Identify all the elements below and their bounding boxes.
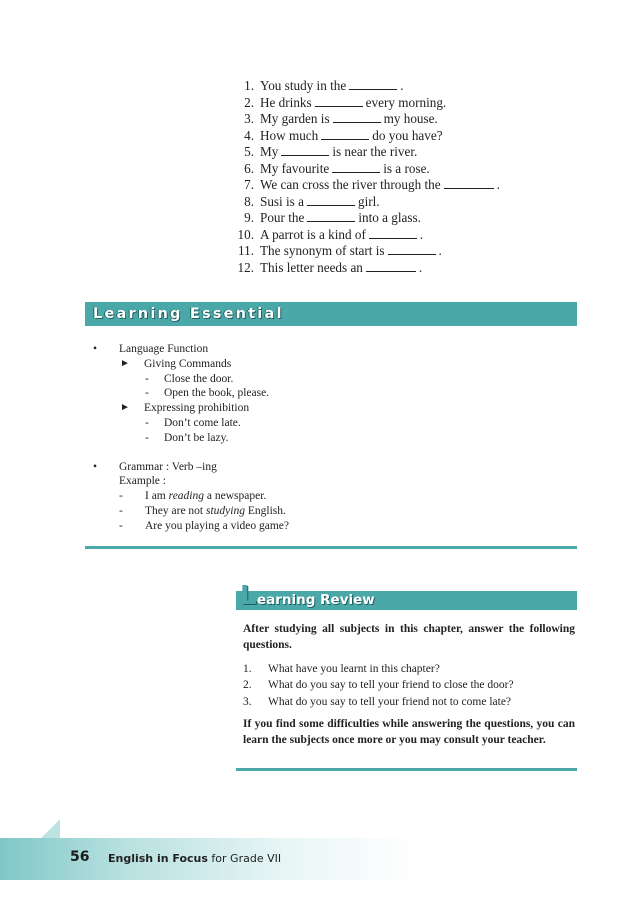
sentence-start: My xyxy=(260,144,279,159)
section-divider xyxy=(236,768,577,771)
prohibition-example: Don’t come late. xyxy=(164,416,241,429)
exercise-item xyxy=(230,243,570,260)
command-example: Open the book, please. xyxy=(164,387,270,400)
dash: - xyxy=(119,504,123,517)
bullet: • xyxy=(93,460,98,473)
review-question xyxy=(243,677,575,693)
sentence-end: . xyxy=(438,243,442,258)
exercise-item xyxy=(230,161,570,178)
sentence-start: Pour the xyxy=(260,210,305,225)
sentence-end: girl. xyxy=(357,193,380,209)
sentence-start: Susi is a xyxy=(260,193,304,209)
example-text: a newspaper. xyxy=(204,490,267,503)
item-number: 2. xyxy=(244,94,254,110)
question-number: 3. xyxy=(243,695,252,708)
review-intro: After studying all subjects in this chapter, answer the following questions. xyxy=(243,623,575,651)
question-text: What do you say to tell your friend to close the door? xyxy=(268,679,514,692)
sentence-start: My garden is xyxy=(260,111,330,126)
item-number: 8. xyxy=(244,193,254,209)
item-number: 12. xyxy=(237,259,254,275)
giving-commands-label: Giving Commands xyxy=(144,357,232,370)
example-verb: reading xyxy=(168,490,204,503)
arrow-bullet-icon: ► xyxy=(120,357,130,369)
item-number: 4. xyxy=(244,127,254,143)
dash: - xyxy=(145,387,149,400)
book-subtitle: for Grade VII xyxy=(207,852,282,865)
sentence-end: . xyxy=(418,259,423,275)
question-number: 1. xyxy=(243,663,252,675)
grammar-example xyxy=(145,504,286,519)
list-item xyxy=(93,431,563,446)
grammar-label: Grammar : Verb –ing xyxy=(119,460,217,473)
sentence-end: . xyxy=(400,78,404,93)
question-text: What do you say to tell your friend not to come late? xyxy=(268,695,512,708)
answer-blank xyxy=(333,112,381,123)
example-text: English. xyxy=(244,504,286,517)
sentence-start: How much xyxy=(260,127,319,143)
review-note: If you find some difficulties while answering the questions, you can learn the subjects once more or you may consult your teacher. xyxy=(243,717,575,746)
item-number: 9. xyxy=(244,210,254,225)
review-questions xyxy=(243,661,575,710)
exercise-item xyxy=(230,78,570,95)
answer-blank xyxy=(307,211,355,222)
sentence-start: A parrot is a kind of xyxy=(260,226,366,242)
exercise-item xyxy=(230,111,570,128)
sentence-start: He drinks xyxy=(260,94,312,110)
example-label: Example : xyxy=(119,475,166,488)
dash: - xyxy=(145,416,149,429)
exercise-item xyxy=(230,210,570,227)
dash: - xyxy=(145,372,149,385)
bullet: • xyxy=(93,343,98,355)
dash: - xyxy=(119,490,123,503)
learning-review-title: earning Review xyxy=(257,592,375,608)
exercise-item xyxy=(230,144,570,161)
learning-essential-title: Learning Essential xyxy=(93,306,284,322)
sentence-start: The synonym of start is xyxy=(260,243,385,258)
language-function-label: Language Function xyxy=(119,343,209,355)
exercise-item xyxy=(230,227,570,244)
command-example: Close the door. xyxy=(164,372,234,385)
dash: - xyxy=(119,519,123,532)
sentence-end: . xyxy=(496,177,500,192)
answer-blank xyxy=(349,79,397,90)
list-item xyxy=(93,460,563,475)
section-divider xyxy=(85,546,577,549)
item-number: 1. xyxy=(244,78,254,93)
list-item xyxy=(93,357,563,372)
question-number: 2. xyxy=(243,679,252,692)
prohibition-example: Don’t be lazy. xyxy=(164,431,229,444)
review-question xyxy=(243,661,575,677)
item-number: 3. xyxy=(244,111,254,126)
footer-band xyxy=(0,838,638,880)
review-question xyxy=(243,694,575,710)
answer-blank xyxy=(366,261,416,272)
sentence-end: do you have? xyxy=(372,127,443,143)
sentence-end: is a rose. xyxy=(383,160,430,176)
item-number: 6. xyxy=(244,160,254,176)
list-item xyxy=(93,342,563,357)
sentence-start: We can cross the river through the xyxy=(260,177,441,192)
answer-blank xyxy=(388,244,436,255)
answer-blank xyxy=(315,96,363,107)
page-number: 56 xyxy=(70,849,90,865)
example-text: They are not xyxy=(145,504,206,517)
sentence-end: into a glass. xyxy=(358,210,421,225)
exercise-item xyxy=(230,128,570,145)
learning-essential-content xyxy=(93,342,563,534)
item-number: 11. xyxy=(238,243,254,258)
exercise-item xyxy=(230,95,570,112)
sentence-end: is near the river. xyxy=(332,144,418,159)
list-item xyxy=(93,401,563,416)
sentence-start: My favourite xyxy=(260,160,330,176)
learning-review-initial: L xyxy=(240,581,257,611)
sentence-end: every morning. xyxy=(365,94,447,110)
sentence-start: This letter needs an xyxy=(260,259,363,275)
list-item xyxy=(93,519,563,534)
expressing-prohibition-label: Expressing prohibition xyxy=(144,402,250,415)
answer-blank xyxy=(307,195,355,206)
answer-blank xyxy=(444,178,494,189)
example-text: I am xyxy=(145,490,169,503)
sentence-end: my house. xyxy=(383,111,438,126)
example-verb: studying xyxy=(206,504,245,517)
question-text: What have you learnt in this chapter? xyxy=(268,663,440,675)
book-title: English in Focus xyxy=(108,852,208,865)
list-item xyxy=(93,372,563,387)
list-item xyxy=(93,489,563,504)
list-item xyxy=(93,504,563,519)
exercise-item xyxy=(230,177,570,194)
fill-in-exercise xyxy=(230,78,570,276)
dash: - xyxy=(145,431,149,444)
answer-blank xyxy=(369,228,417,239)
answer-blank xyxy=(332,162,380,173)
list-item xyxy=(93,474,563,489)
running-title xyxy=(108,852,281,865)
item-number: 5. xyxy=(244,144,254,159)
item-number: 10. xyxy=(237,226,254,242)
item-number: 7. xyxy=(244,177,254,192)
arrow-bullet-icon: ► xyxy=(120,402,130,414)
list-item xyxy=(93,386,563,401)
sentence-start: You study in the xyxy=(260,78,347,93)
sentence-end: . xyxy=(419,226,424,242)
grammar-example xyxy=(145,489,266,504)
answer-blank xyxy=(281,145,329,156)
learning-review-content xyxy=(243,621,575,748)
grammar-example: Are you playing a video game? xyxy=(145,519,290,532)
answer-blank xyxy=(321,129,369,140)
list-item xyxy=(93,416,563,431)
exercise-item xyxy=(230,260,570,277)
exercise-item xyxy=(230,194,570,211)
